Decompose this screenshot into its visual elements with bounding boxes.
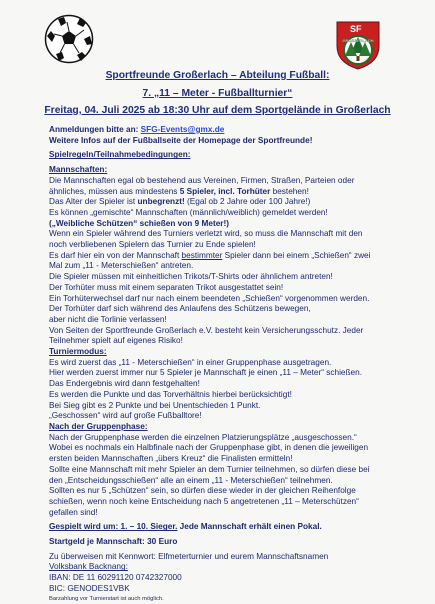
bic-line: BIC: GENODES1VBK [49,583,130,593]
info-line: Weitere Infos auf der Fußballseite der Homepage der Sportfreunde! [49,135,313,145]
prize-label: Gespielt wird um: 1. – 10. Sieger. [49,522,178,532]
mode-line: Es wird zuerst das „11 - Meterschießen“ in einer Gruppenphase ausgetragen. [49,357,332,367]
after-line: Sollten es nur 5 „Schützen“ sein, so dürfen diese wieder in der gleichen Reihenfolge [49,486,356,496]
after-line: gefallen sind! [49,507,98,517]
after-line: Nach der Gruppenphase werden die einzelnen Platzierungsplätze „ausgeschossen.“ [49,432,357,442]
document-title: Sportfreunde Großerlach – Abteilung Fußball: [105,70,330,81]
teams-line: Ein Torhüterwechsel darf nur nach einem beendeten „Schießen“ vorgenommen werden. [49,293,370,303]
teams-line: noch verbliebenen Spielern das Turnier zu Ende spielen! [49,240,256,250]
bank-name: Volksbank Backnang: [49,562,128,572]
teams-text: Es darf hier ein von der Mannschaft [49,250,182,260]
payment-line: Zu überweisen mit Kennwort: Elfmeterturnier und eurem Mannschaftsnamen [49,551,329,561]
teams-line: Teilnehmer spielt auf eigenes Risiko! [49,336,183,346]
teams-line: Die Spieler müssen mit einheitlichen Trikots/T-Shirts oder ähnlichem antreten! [49,272,333,282]
after-line: Sollte eine Mannschaft mit mehr Spieler an dem Turnier teilnehmen, so dürfen diese bei [49,464,370,474]
club-crest-logo [334,20,382,70]
teams-line: Der Torhüter muss mit einem separaten Trikot ausgestattet sein! [49,282,284,292]
tournament-name: 7. „11 – Meter - Fußballturnier“ [142,88,293,99]
teams-text: Spieler dann bei einem „Schießen“ zwei [222,250,371,260]
after-line: den „Entscheidungsschießen“ alle an einem „11 - Meterschießen“ teilnehmen. [49,475,333,485]
teams-text: (Egal ob 2 Jahre oder 100 Jahre!) [184,197,311,207]
teams-text: ähnliches, müssen aus mindestens [49,186,180,196]
mode-line: Das Endergebnis wird dann festgehalten! [49,379,200,389]
event-date-line: Freitag, 04. Juli 2025 ab 18:30 Uhr auf dem Sportgelände in Großerlach [44,105,391,116]
rules-heading: Spielregeln/Teilnahmebedingungen: [49,150,191,160]
after-line: schießen, wenn noch keine Entscheidung nach 5 angetretenen „11 – Meterschützen“ [49,496,359,506]
teams-line: Von Seiten der Sportfreunde Großerlach e.V. besteht kein Versicherungsschutz. Jeder [49,325,364,335]
email-link[interactable]: SFG-Events@gmx.de [140,125,225,134]
after-line: ersten beiden Mannschaften „übers Kreuz“ die Finalisten ermitteln! [49,454,293,464]
teams-text: Das Alter der Spieler ist [49,197,138,207]
mode-line: Hier werden zuerst immer nur 5 Spieler je Mannschaft je einen „11 – Meter“ schießen. [49,368,363,378]
cash-note: Barzahlung vor Turnierstart ist auch möglich. [49,595,164,602]
after-heading: Nach der Gruppenphase: [49,421,148,431]
teams-emphasis: unbegrenzt! [137,197,185,207]
prize-text: Jede Mannschaft erhält einen Pokal. [177,522,322,532]
svg-text:GROSSERLACH: GROSSERLACH [342,38,374,43]
svg-text:SF: SF [350,24,362,34]
teams-line: („Weibliche Schützen“ schießen von 9 Meter!) [49,218,230,228]
teams-heading: Mannschaften: [49,165,108,175]
teams-line: aber nicht die Torlinie verlassen! [49,314,167,324]
after-line: Wobei es nochmals ein Halbfinale nach der Gruppenphase gibt, in denen die jeweiligen [49,443,369,453]
document-body [49,125,424,604]
teams-emphasis: bestimmter [181,250,223,260]
fee-line: Startgeld je Mannschaft: 30 Euro [49,537,178,547]
teams-text: bestehen! [270,186,309,196]
teams-line: Wenn ein Spieler während des Turniers verletzt wird, so muss die Mannschaft mit den [49,229,363,239]
soccer-ball-icon [44,14,94,64]
registration-label: Anmeldungen bitte an: [49,125,141,134]
teams-emphasis: 5 Spieler, incl. Torhüter [179,186,271,196]
teams-line: Es können „gemischte“ Mannschaften (männlich/weiblich) gemeldet werden! [49,207,328,217]
iban-line: IBAN: DE 11 60291120 0742327000 [49,573,182,583]
teams-line: Mal zum „11 - Meterschießen“ antreten. [49,261,194,271]
mode-heading: Turniermodus: [49,347,107,357]
mode-line: „Geschossen“ wird auf große Fußballtore! [49,411,202,421]
mode-line: Bei Sieg gibt es 2 Punkte und bei Unentschieden 1 Punkt. [49,400,261,410]
mode-line: Es werden die Punkte und das Torverhältnis hierbei berücksichtigt! [49,389,292,399]
teams-line: Der Torhüter darf sich während des Anlaufens des Schützens bewegen, [49,304,311,314]
teams-line: Die Mannschaften egal ob bestehend aus Vereinen, Firmen, Straßen, Parteien oder [49,175,355,185]
